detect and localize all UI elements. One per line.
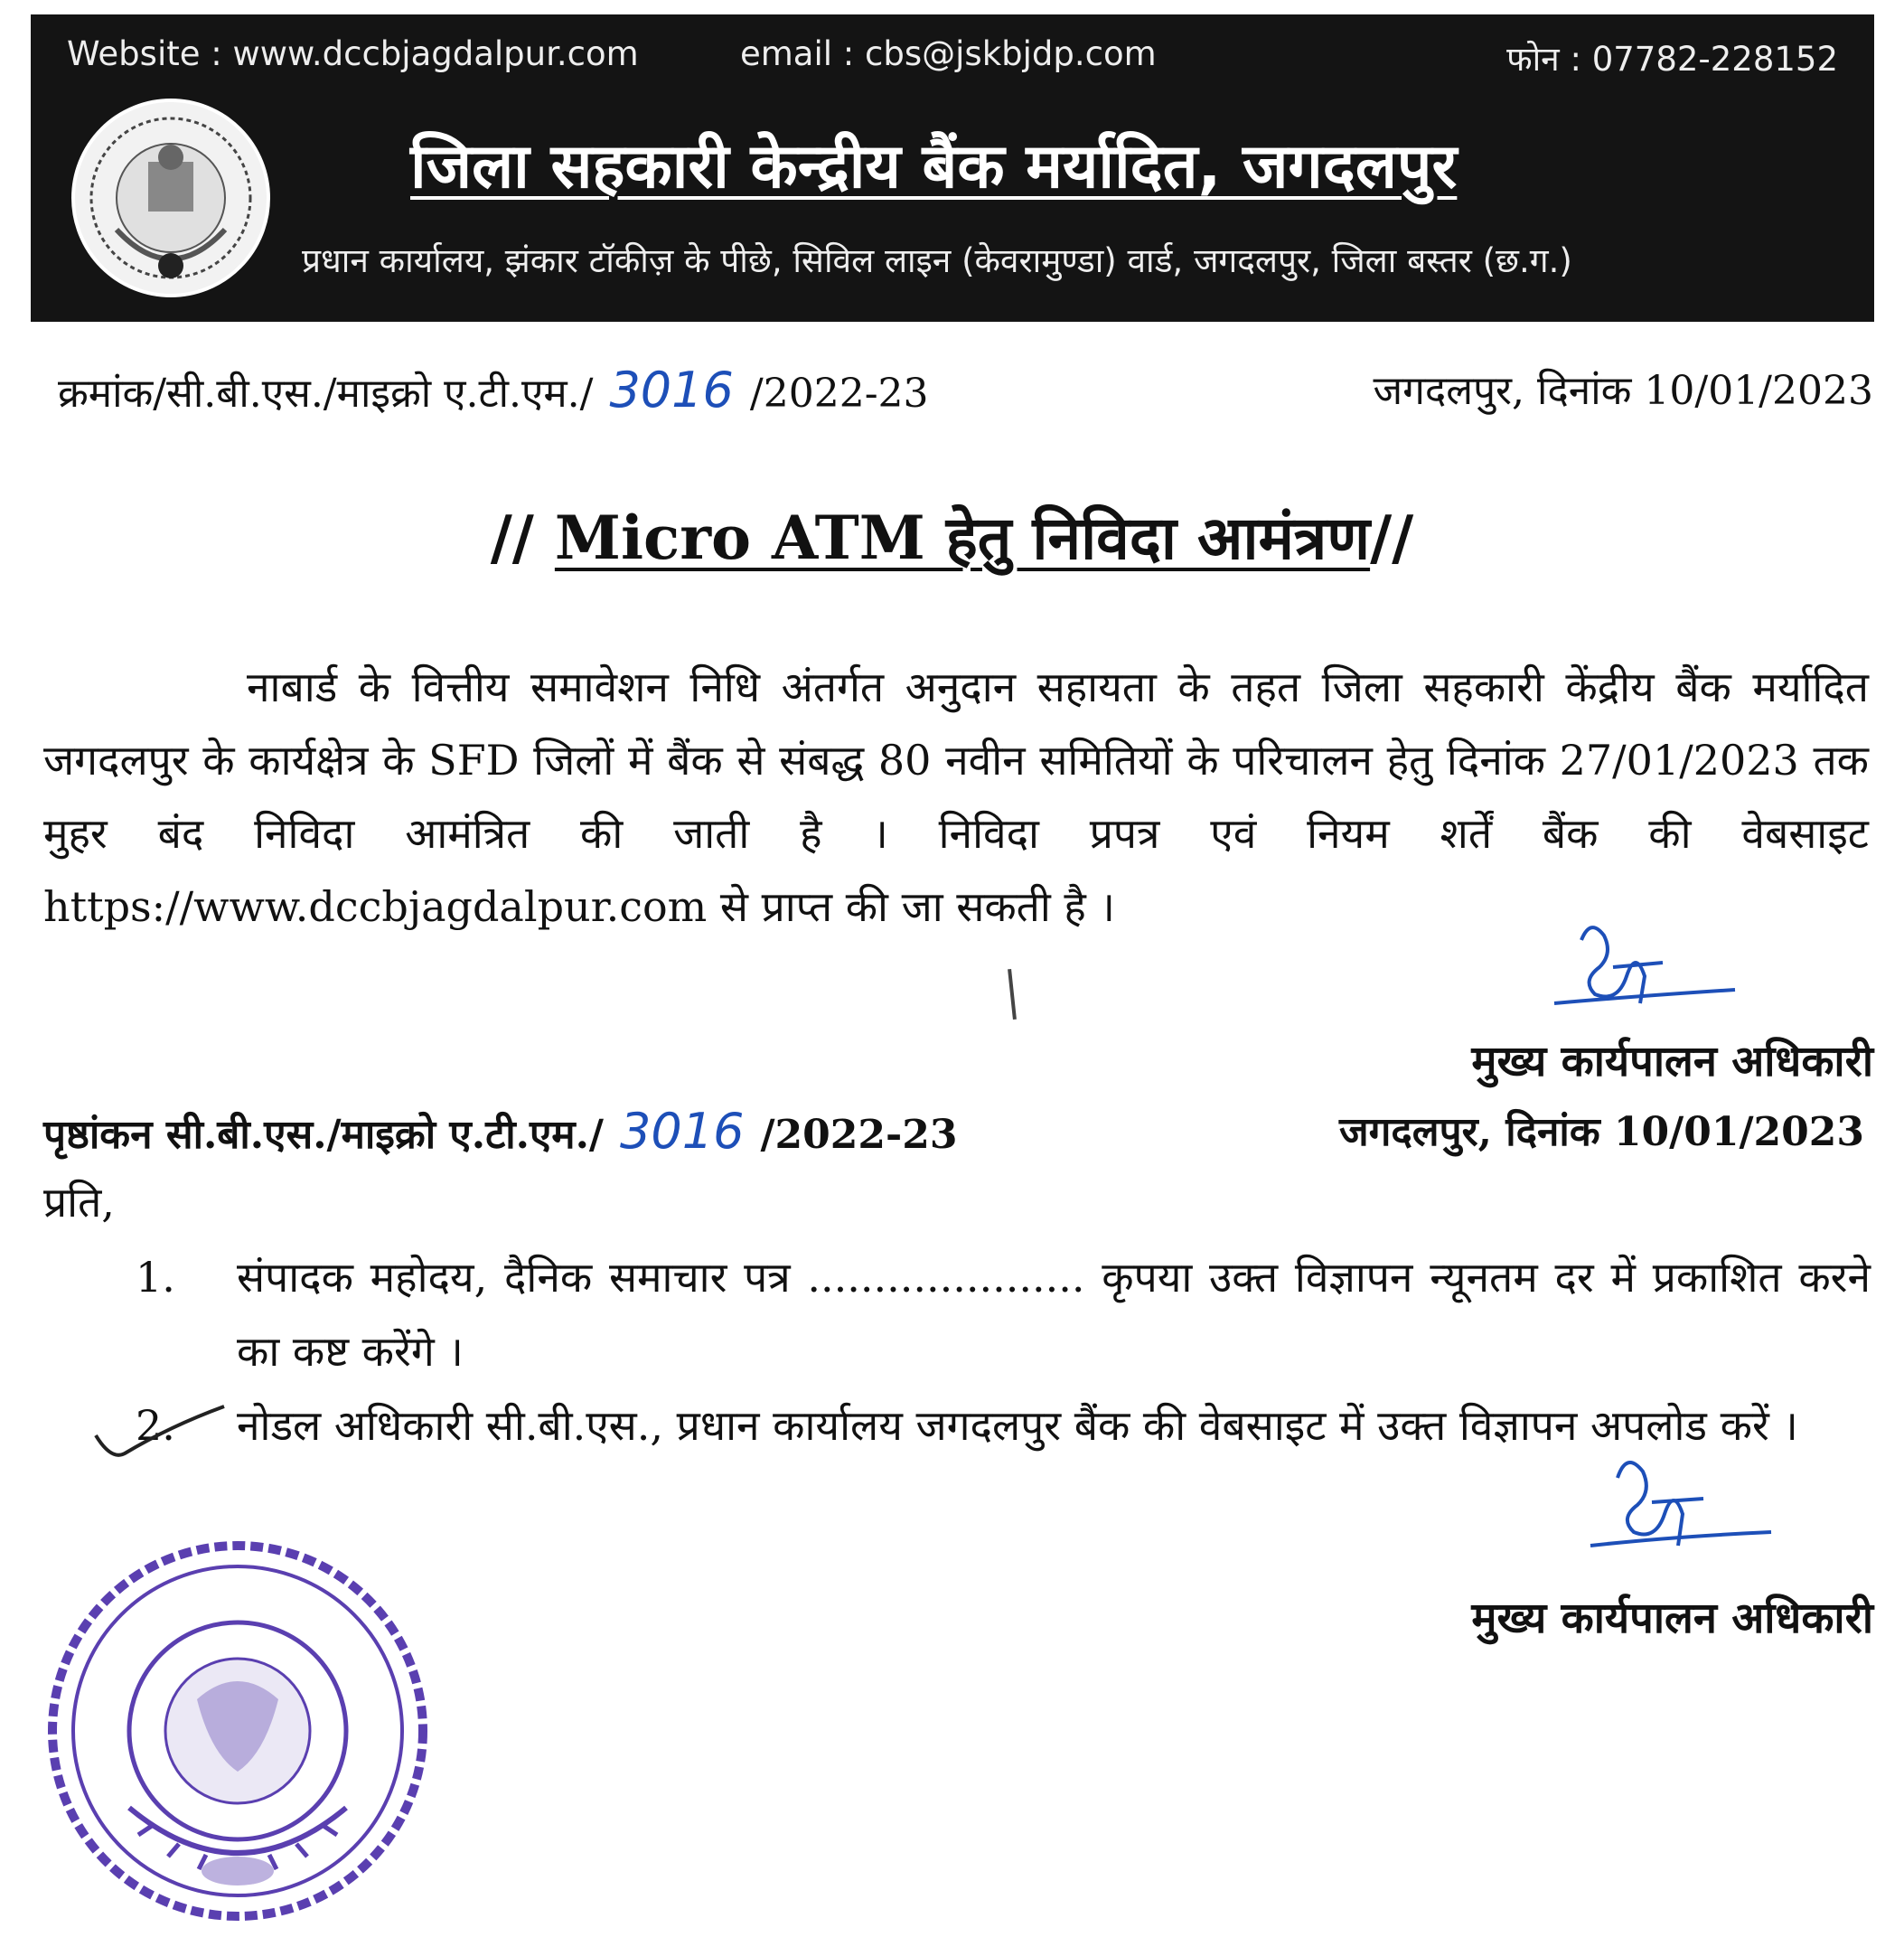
- website-text: Website : www.dccbjagdalpur.com: [67, 34, 639, 73]
- signatory-title: मुख्य कार्यपालन अधिकारी: [1471, 1037, 1873, 1086]
- title-slashes-left: //: [490, 503, 534, 573]
- endorsement-date: जगदलपुर, दिनांक 10/01/2023: [1339, 1109, 1864, 1155]
- reference-prefix: क्रमांक/सी.बी.एस./माइक्रो ए.टी.एम./: [58, 371, 594, 417]
- checkmark-icon: [89, 1399, 233, 1472]
- endorsement-suffix: /2022-23: [760, 1112, 958, 1158]
- email-text: email : cbs@jskbjdp.com: [740, 34, 1157, 73]
- recipient-text: नोडल अधिकारी सी.बी.एस., प्रधान कार्यालय जगदलपुर बैंक की वेबसाइट में उक्त विज्ञापन अपलोड करें ।: [237, 1401, 1798, 1450]
- bank-address: प्रधान कार्यालय, झंकार टॉकीज़ के पीछे, सिविल लाइन (केवरामुण्डा) वार्ड, जगदलपुर, जिला बस्तर (छ.ग.): [302, 241, 1572, 280]
- reference-date: जगदलपुर, दिनांक 10/01/2023: [1373, 368, 1873, 414]
- signature-icon: [1527, 913, 1744, 1021]
- handwritten-reference-number: 3016: [609, 362, 734, 418]
- bank-logo-icon: [67, 94, 275, 302]
- title-slashes-right: //: [1370, 503, 1414, 573]
- handwritten-endorsement-number: 3016: [620, 1103, 745, 1160]
- bank-name-heading: जिला सहकारी केन्द्रीय बैंक मर्यादित, जगदलपुर: [410, 131, 1458, 202]
- to-label: प्रति,: [43, 1178, 115, 1227]
- recipient-number: 2.: [136, 1401, 175, 1450]
- endorsement-line: [43, 1103, 957, 1160]
- recipient-item: [136, 1240, 1871, 1388]
- stray-pen-mark: [1008, 969, 1017, 1020]
- signature-icon: [1563, 1446, 1780, 1564]
- reference-number-line: [58, 362, 929, 418]
- letterhead: [31, 14, 1874, 322]
- phone-text: फोन : 07782-228152: [1506, 40, 1838, 79]
- notice-body: नाबार्ड के वित्तीय समावेशन निधि अंतर्गत अनुदान सहायता के तहत जिला सहकारी केंद्रीय बैंक मर्यादित जगदलपुर के कार्यक्षेत्र के SFD जिलों में बैंक से संबद्ध 80 नवीन समितियों के परिचालन हेतु दिनांक 27/01/2023 तक मुहर बंद निविदा आमंत्रित की जाती है । निविदा प्रपत्र एवं नियम शर्तें बैंक की वेबसाइट https://www.dccbjagdalpur.com से प्राप्त की जा सकती है ।: [43, 663, 1869, 931]
- recipient-text: संपादक महोदय, दैनिक समाचार पत्र ..................... कृपया उक्त विज्ञापन न्यूनतम दर में प्रकाशित करने का कष्ट करेंगे ।: [237, 1253, 1871, 1376]
- signatory-title: मुख्य कार्यपालन अधिकारी: [1471, 1594, 1873, 1643]
- bank-seal-stamp-icon: [43, 1537, 432, 1925]
- notice-title: [0, 495, 1904, 577]
- recipient-number: 1.: [136, 1253, 175, 1302]
- title-text: Micro ATM हेतु निविदा आमंत्रण: [554, 503, 1371, 573]
- endorsement-prefix: पृष्ठांकन सी.बी.एस./माइक्रो ए.टी.एम./: [43, 1112, 604, 1158]
- reference-suffix: /2022-23: [749, 371, 929, 417]
